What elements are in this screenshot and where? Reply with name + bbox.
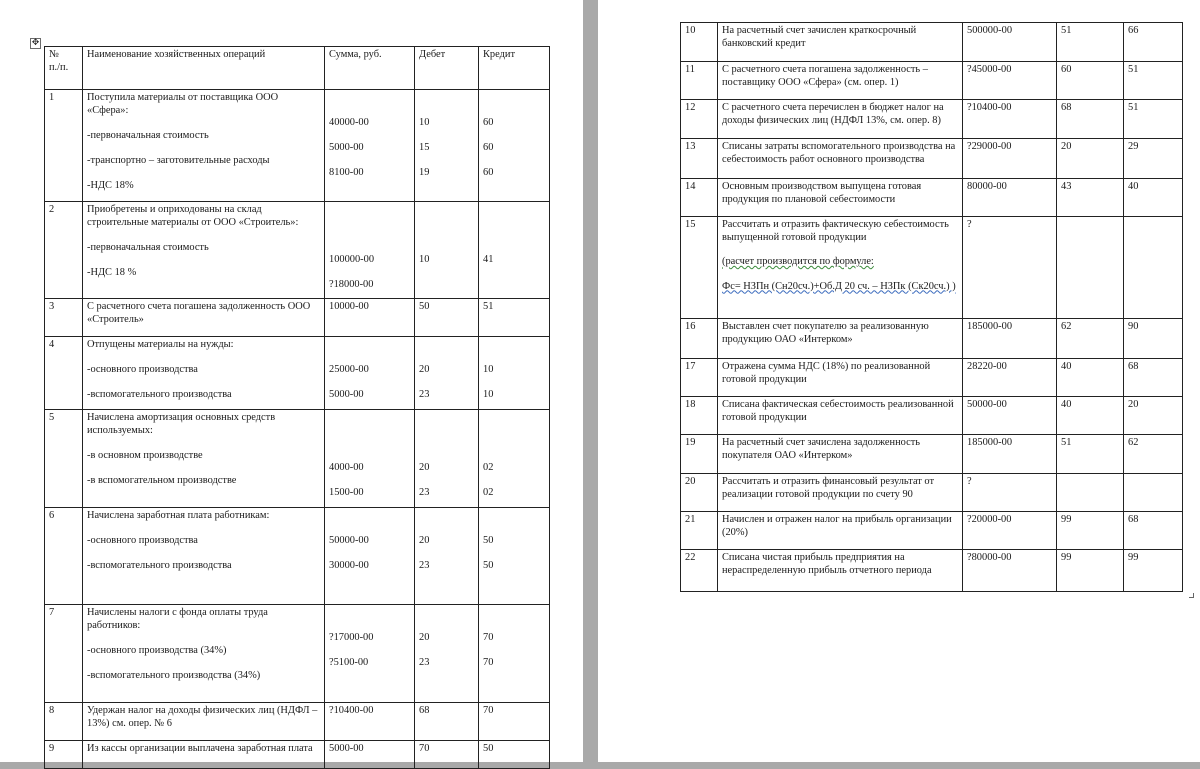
row-name: Выставлен счет покупателю за реализованную продукцию ОАО «Интерком»: [718, 319, 963, 359]
row-name: Основным производством выпущена готовая продукция по плановой себестоимости: [718, 179, 963, 217]
row-num: 6: [45, 508, 83, 605]
row-num: 13: [681, 139, 718, 179]
row-credit: 90: [1124, 319, 1183, 359]
row-credit: 50 50: [479, 508, 550, 605]
row-sum: ?10400-00: [963, 100, 1057, 139]
row-credit: 51: [1124, 100, 1183, 139]
row-num: 1: [45, 90, 83, 202]
row-debit: 50: [415, 299, 479, 337]
row-num: 3: [45, 299, 83, 337]
row-debit: 20 23: [415, 410, 479, 508]
header-name: Наименование хозяйственных операций: [83, 47, 325, 90]
row-num: 17: [681, 359, 718, 397]
row-sum: ?: [963, 217, 1057, 319]
row-name: Отражена сумма НДС (18%) по реализованной готовой продукции: [718, 359, 963, 397]
row-name: Начислены налоги с фонда оплаты труда работников: -основного производства (34%) -вспомогательного производства (34%): [83, 605, 325, 703]
row-name: С расчетного счета погашена задолженность ООО «Строитель»: [83, 299, 325, 337]
row-debit: 10: [415, 202, 479, 299]
row-debit: 43: [1057, 179, 1124, 217]
row-num: 10: [681, 23, 718, 62]
row-sum: ?29000-00: [963, 139, 1057, 179]
row-debit: 62: [1057, 319, 1124, 359]
row-debit: 99: [1057, 512, 1124, 550]
row-num: 4: [45, 337, 83, 410]
row-sum: 80000-00: [963, 179, 1057, 217]
row-sum: 10000-00: [325, 299, 415, 337]
row-sum: 25000-00 5000-00: [325, 337, 415, 410]
row-name: Удержан налог на доходы физических лиц (НДФЛ – 13%) см. опер. № 6: [83, 703, 325, 741]
row-name: Приобретены и оприходованы на склад строительные материалы от ООО «Строитель»: -первоначальная стоимость -НДС 18 %: [83, 202, 325, 299]
table-row: [681, 550, 1183, 592]
row-num: 8: [45, 703, 83, 741]
table-row: [681, 139, 1183, 179]
table-row: [681, 359, 1183, 397]
row-credit: 62: [1124, 435, 1183, 474]
row-debit: [1057, 217, 1124, 319]
table-row: [45, 90, 550, 202]
document-page-right: [598, 0, 1200, 762]
table-row: [681, 23, 1183, 62]
table-row: [681, 397, 1183, 435]
row-debit: 68: [1057, 100, 1124, 139]
row-sum: ?: [963, 474, 1057, 512]
row-credit: 10 10: [479, 337, 550, 410]
header-num: № п./п.: [45, 47, 83, 90]
row-num: 5: [45, 410, 83, 508]
header-sum: Сумма, руб.: [325, 47, 415, 90]
row-credit: 68: [1124, 512, 1183, 550]
row-debit: 99: [1057, 550, 1124, 592]
row-sum: ?20000-00: [963, 512, 1057, 550]
row-debit: 20: [1057, 139, 1124, 179]
row-credit: 70: [479, 703, 550, 741]
table-move-icon[interactable]: ✥: [31, 38, 40, 48]
row-sum: 100000-00 ?18000-00: [325, 202, 415, 299]
table-row: [681, 474, 1183, 512]
operations-table-right: [680, 22, 1183, 592]
table-row: [45, 202, 550, 299]
row-sum: 5000-00: [325, 741, 415, 769]
table-row: [45, 410, 550, 508]
row-debit: 68: [415, 703, 479, 741]
row-credit: 02 02: [479, 410, 550, 508]
row-sum: 185000-00: [963, 319, 1057, 359]
row-credit: 51: [479, 299, 550, 337]
document-page-left: [0, 0, 583, 762]
row-num: 12: [681, 100, 718, 139]
row-name: Списана чистая прибыль предприятия на нераспределенную прибыль отчетного периода: [718, 550, 963, 592]
row-name: Из кассы организации выплачена заработная плата: [83, 741, 325, 769]
row-name: Поступила материалы от поставщика ООО «Сфера»: -первоначальная стоимость -транспортно – заготовительные расходы -НДС 18%: [83, 90, 325, 202]
header-credit: Кредит: [479, 47, 550, 90]
row-name: Начислена заработная плата работникам: -основного производства -вспомогательного производства: [83, 508, 325, 605]
row-debit: 20 23: [415, 337, 479, 410]
table-row: [45, 605, 550, 703]
row-sum: 28220-00: [963, 359, 1057, 397]
row-num: 2: [45, 202, 83, 299]
row-sum: ?45000-00: [963, 62, 1057, 100]
row-num: 7: [45, 605, 83, 703]
table-row: [45, 299, 550, 337]
row-sum: 500000-00: [963, 23, 1057, 62]
table-row: [681, 435, 1183, 474]
row-num: 14: [681, 179, 718, 217]
row-credit: 41: [479, 202, 550, 299]
row-debit: 20 23: [415, 605, 479, 703]
row-num: 22: [681, 550, 718, 592]
row-name: На расчетный счет зачислен краткосрочный банковский кредит: [718, 23, 963, 62]
table-row: [681, 512, 1183, 550]
row-name: Начислена амортизация основных средств используемых: -в основном производстве -в вспомогательном производстве: [83, 410, 325, 508]
row-debit: 10 15 19: [415, 90, 479, 202]
row-sum: 40000-00 5000-00 8100-00: [325, 90, 415, 202]
row-credit: 51: [1124, 62, 1183, 100]
row-num: 11: [681, 62, 718, 100]
row-credit: 20: [1124, 397, 1183, 435]
row-sum: 50000-00 30000-00: [325, 508, 415, 605]
row-name: Списана фактическая себестоимость реализованной готовой продукции: [718, 397, 963, 435]
row-sum: 4000-00 1500-00: [325, 410, 415, 508]
row-credit: 70 70: [479, 605, 550, 703]
row-debit: 51: [1057, 23, 1124, 62]
row-name: На расчетный счет зачислена задолженность покупателя ОАО «Интерком»: [718, 435, 963, 474]
row-credit: 40: [1124, 179, 1183, 217]
table-row: [681, 319, 1183, 359]
row-credit: 29: [1124, 139, 1183, 179]
row-debit: 60: [1057, 62, 1124, 100]
row-sum: ?17000-00 ?5100-00: [325, 605, 415, 703]
row-credit: 99: [1124, 550, 1183, 592]
row-name-note: (расчет производится по формуле:: [722, 256, 874, 267]
row-name: Начислен и отражен налог на прибыль организации (20%): [718, 512, 963, 550]
header-debit: Дебет: [415, 47, 479, 90]
row-name: С расчетного счета перечислен в бюджет налог на доходы физических лиц (НДФЛ 13%, см. опер. 8): [718, 100, 963, 139]
row-name: Рассчитать и отразить финансовый результат от реализации готовой продукции по счету 90: [718, 474, 963, 512]
row-credit: 60 60 60: [479, 90, 550, 202]
row-credit: 66: [1124, 23, 1183, 62]
operations-table-left: [44, 46, 550, 769]
table-header-row: [45, 47, 550, 90]
row-name-formula: Фс= НЗПн (Сн20сч.)+Об.Д 20 сч. – НЗПк (Ск20сч.) ): [722, 280, 956, 292]
table-row: [681, 217, 1183, 319]
row-debit: 70: [415, 741, 479, 769]
table-row: [681, 179, 1183, 217]
row-name: Отпущены материалы на нужды: -основного производства -вспомогательного производства: [83, 337, 325, 410]
row-debit: 40: [1057, 397, 1124, 435]
row-credit: 68: [1124, 359, 1183, 397]
row-name: Списаны затраты вспомогательного производства на себестоимость работ основного производства: [718, 139, 963, 179]
row-credit: 50: [479, 741, 550, 769]
row-num: 20: [681, 474, 718, 512]
row-sum: ?10400-00: [325, 703, 415, 741]
row-num: 18: [681, 397, 718, 435]
row-debit: 51: [1057, 435, 1124, 474]
row-name: С расчетного счета погашена задолженность – поставщику ООО «Сфера» (см. опер. 1): [718, 62, 963, 100]
row-name: [718, 217, 963, 319]
row-debit: 40: [1057, 359, 1124, 397]
row-sum: ?80000-00: [963, 550, 1057, 592]
table-row: [45, 741, 550, 769]
row-num: 21: [681, 512, 718, 550]
row-credit: [1124, 217, 1183, 319]
row-debit: 20 23: [415, 508, 479, 605]
table-row: [45, 508, 550, 605]
row-debit: [1057, 474, 1124, 512]
row-num: 15: [681, 217, 718, 319]
table-row: [681, 100, 1183, 139]
table-row: [681, 62, 1183, 100]
row-sum: 50000-00: [963, 397, 1057, 435]
table-row: [45, 703, 550, 741]
table-row: [45, 337, 550, 410]
row-num: 16: [681, 319, 718, 359]
row-credit: [1124, 474, 1183, 512]
row-num: 9: [45, 741, 83, 769]
row-name-main: Рассчитать и отразить фактическую себестоимость выпущенной готовой продукции: [722, 219, 949, 243]
row-num: 19: [681, 435, 718, 474]
row-sum: 185000-00: [963, 435, 1057, 474]
end-of-cell-mark: [1189, 593, 1194, 598]
